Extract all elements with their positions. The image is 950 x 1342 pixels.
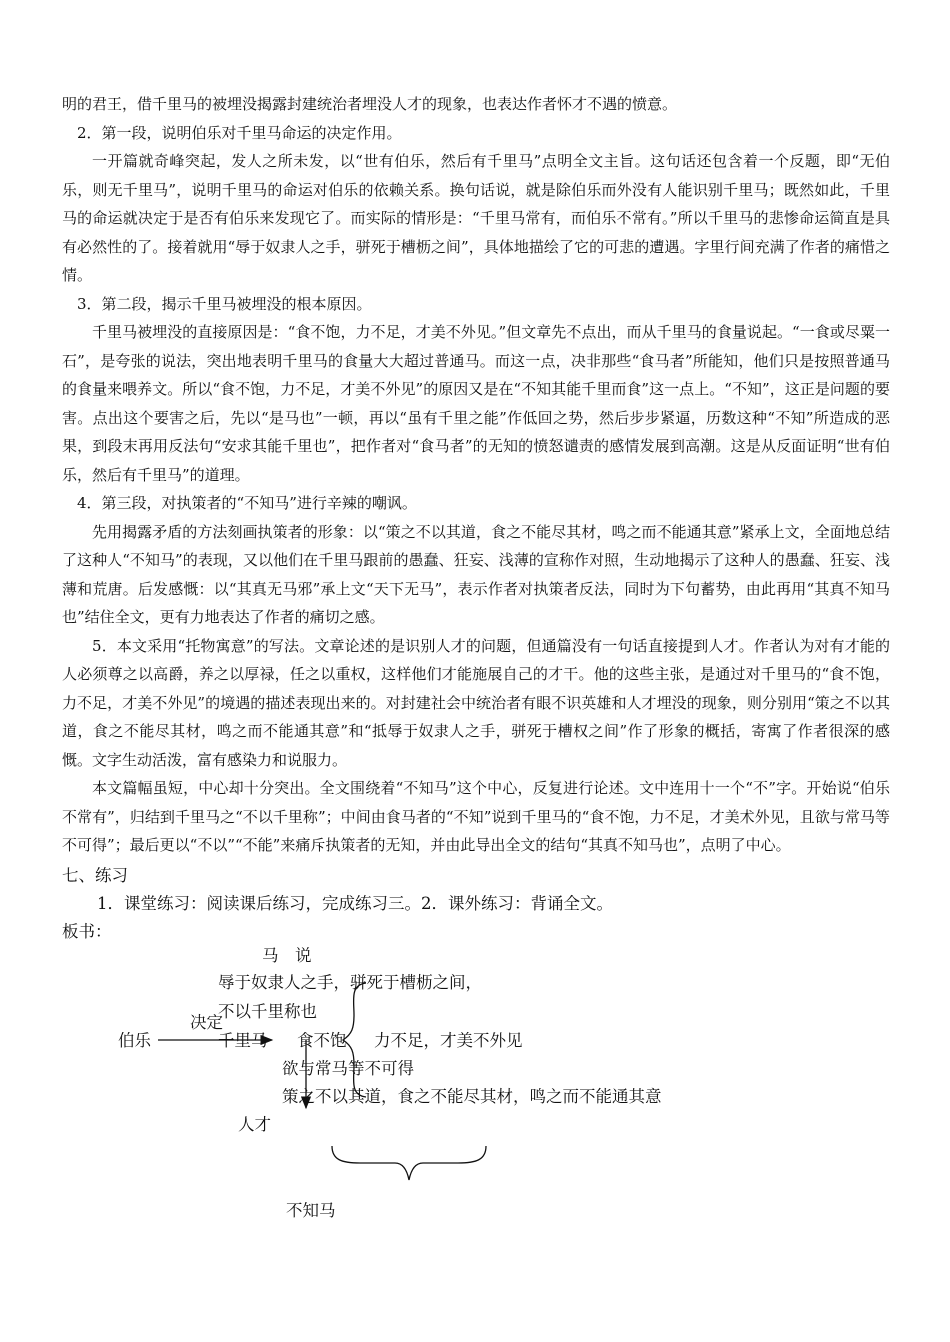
- summary-paragraph: 本文篇幅虽短，中心却十分突出。全文围绕着“不知马”这个中心，反复进行论述。文中连用十一个“不”字。开始说“伯乐不常有”，归结到千里马之“不以千里称”；中间由食马者的“不知”说到千里马的“食不饱，力不足，才美术外见，且欲与常马等不可得”；最后更以“不以”“不能”来痛斥执策者的无知，并由此导出全文的结句“其真不知马也”，点明了中心。: [62, 779, 890, 854]
- board-label: 板书：: [62, 921, 112, 941]
- practice-line: 1．课堂练习：阅读课后练习，完成练习三。2．课外练习：背诵全文。: [97, 893, 613, 913]
- board-rencai: 人才: [238, 1115, 271, 1134]
- board-qianlima: 千里马: [218, 1031, 268, 1050]
- section-7-heading: 七、练习: [62, 865, 128, 885]
- point-4-body: 先用揭露矛盾的方法刻画执策者的形象：以“策之不以其道，食之不能尽其材，鸣之而不能通其意”紧承上文，全面地总结了这种人“不知马”的表现，又以他们在千里马跟前的愚蠢、狂妄、浅薄的宣称作对照，生动地揭示了这种人的愚蠢、狂妄、浅薄和荒唐。后发感慨：以“其真无马邪”承上文“天下无马”，表示作者对执策者反法，同时为下句蓄势，由此再用“其真不知马也”结住全文，更有力地表达了作者的痛切之感。: [62, 522, 890, 626]
- point-2-body: 一开篇就奇峰突起，发人之所未发，以“世有伯乐，然后有千里马”点明全文主旨。这句话还包含着一个反题，即“无伯乐，则无千里马”，说明千里马的命运对伯乐的依赖关系。换句话说，就是除伯乐而外没有人能识别千里马；既然如此，千里马的命运就决定于是否有伯乐来发现它了。而实际的情形是：“千里马常有，而伯乐不常有。”所以千里马的悲惨命运简直是具有必然性的了。接着就用“辱于奴隶人之手，骈死于槽枥之间”，具体地描绘了它的可悲的遭遇。字里行间充满了作者的痛惜之情。: [62, 152, 890, 284]
- point-2-heading: 2．第一段，说明伯乐对千里马命运的决定作用。: [77, 123, 402, 142]
- paragraph-intro-end: 明的君王，借千里马的被埋没揭露封建统治者埋没人才的现象，也表达作者怀才不遇的愤意。: [62, 95, 678, 113]
- point-3-body: 千里马被埋没的直接原因是：“食不饱，力不足，才美不外见。”但文章先不点出，而从千里马的食量说起。“一食或尽粟一石”，是夸张的说法，突出地表明千里马的食量大大超过普通马。而这一点，决非那些“食马者”所能知，他们只是按照普通马的食量来喂养文。所以“食不饱，力不足，才美不外见”的原因又是在“不知其能千里而食”这一点上。“不知”，这正是问题的要害。点出这个要害之后，先以“是马也”一顿，再以“虽有千里之能”作低回之势，然后步步紧逼，历数这种“不知”所造成的恶果，到段末再用反法句“安求其能千里也”，把作者对“食马者”的无知的愤怒谴责的感情发展到高潮。这是从反面证明“世有伯乐，然后有千里马”的道理。: [62, 323, 890, 484]
- board-shibubao: 食不饱: [297, 1031, 347, 1050]
- point-4-heading: 4．第三段，对执策者的“不知马”进行辛辣的嘲讽。: [77, 494, 417, 512]
- board-line-1: 辱于奴隶人之手，骈死于槽枥之间，: [218, 973, 482, 992]
- board-decide: 决定: [190, 1013, 223, 1032]
- point-3-heading: 3．第二段，揭示千里马被埋没的根本原因。: [77, 294, 372, 313]
- bottom-brace: [332, 1146, 486, 1180]
- board-line-4: 欲与常马等不可得: [282, 1059, 414, 1078]
- point-5-body: 5．本文采用“托物寓意”的写法。文章论述的是识别人才的问题，但通篇没有一句话直接提到人才。作者认为对有才能的人必须尊之以高爵，养之以厚禄，任之以重权，这样他们才能施展自己的才干。他的这些主张，是通过对千里马的“食不饱，力不足，才美不外见”的境遇的描述表现出来的。对封建社会中统治者有眼不识英雄和人才埋没的现象，则分别用“策之不以其道，食之不能尽其材，鸣之而不能通其意”和“抵辱于奴隶人之手，骈死于槽权之间”作了形象的概括，寄寓了作者很深的感慨。文字生动活泼，富有感染力和说服力。: [62, 636, 890, 769]
- board-line-5: 策之不以其道，食之不能尽其材，鸣之而不能通其意: [282, 1087, 662, 1106]
- board-bole: 伯乐: [118, 1031, 151, 1050]
- board-line-3-rest: 力不足，才美不外见: [374, 1031, 523, 1050]
- board-title: 马 说: [262, 946, 312, 965]
- board-buzhima: 不知马: [286, 1201, 336, 1220]
- board-line-2: 不以千里称也: [218, 1002, 317, 1021]
